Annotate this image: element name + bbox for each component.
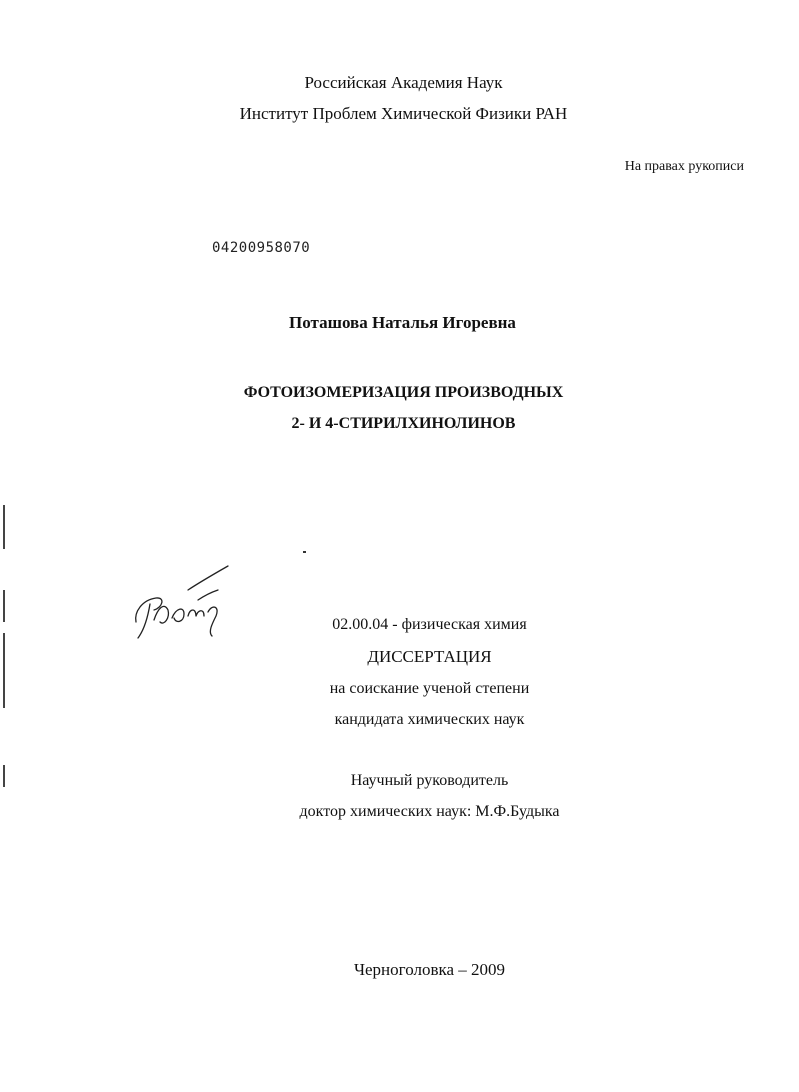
institute-name: Институт Проблем Химической Физики РАН [239,104,568,123]
registration-code: 04200958070 [212,240,311,256]
author-name: Поташова Наталья Игоревна [289,313,516,332]
degree-line-1: на соискание ученой степени [329,680,530,697]
scan-edge-mark [3,765,5,787]
place-and-year: Черноголовка – 2009 [353,960,506,979]
organization-name: Российская Академия Наук [304,73,503,92]
scan-edge-mark [3,590,5,622]
degree-line-2: кандидата химических наук [334,711,525,728]
supervisor-name: доктор химических наук: М.Ф.Будыка [299,803,560,820]
thesis-title-line-1: ФОТОИЗОМЕРИЗАЦИЯ ПРОИЗВОДНЫХ [243,384,564,401]
specialty-code: 02.00.04 - физическая химия [332,616,527,633]
document-type: ДИССЕРТАЦИЯ [367,647,492,666]
scan-edge-mark [3,505,5,549]
scan-speck [303,551,306,553]
supervisor-label: Научный руководитель [350,772,509,789]
thesis-title-line-2: 2- И 4-СТИРИЛХИНОЛИНОВ [291,415,516,432]
handwritten-signature [128,560,238,650]
scan-edge-mark [3,633,5,708]
rights-note: На правах рукописи [624,159,744,174]
